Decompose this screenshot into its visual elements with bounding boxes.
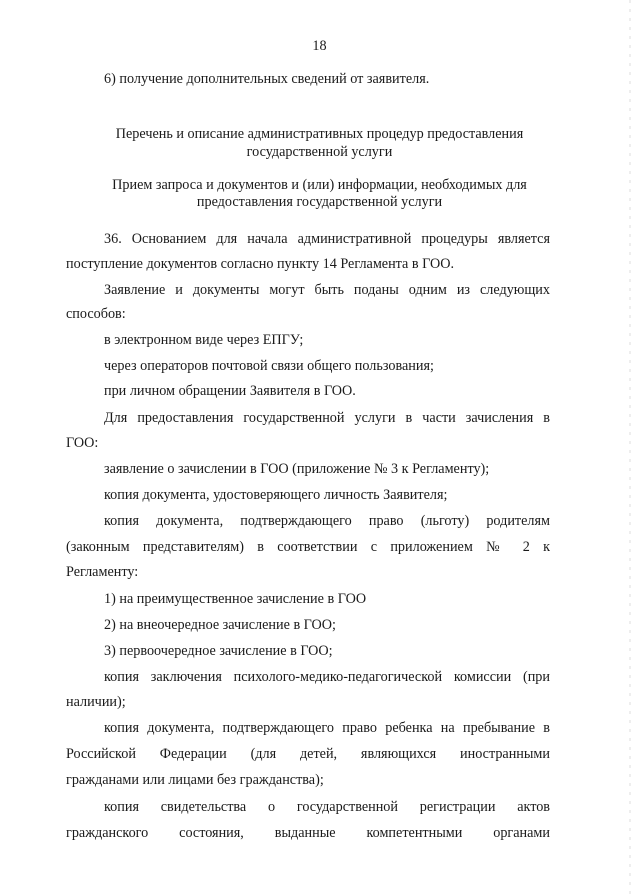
section-heading-line-1: Перечень и описание административных процедур предоставления (115, 126, 524, 142)
method-item: через операторов почтовой связи общего пользования; (104, 358, 434, 374)
doc-identity: копия документа, удостоверяющего личность Заявителя; (104, 487, 448, 503)
doc-right-line-2: (законным представителям) в соответствии с приложением № 2 к (66, 539, 550, 555)
para-36-line-1: 36. Основанием для начала административной процедуры является (104, 231, 550, 247)
enrollment-intro-line-1: Для предоставления государственной услуги в части зачисления в (104, 410, 550, 426)
pmpk-line-2: наличии); (66, 694, 126, 710)
method-item: в электронном виде через ЕПГУ; (104, 332, 304, 348)
residence-line-2: Российской Федерации (для детей, являющихся иностранными (66, 746, 550, 762)
doc-application: заявление о зачислении в ГОО (приложение № 3 к Регламенту); (104, 461, 490, 477)
section-heading-line-2: государственной услуги (246, 144, 393, 160)
page-number: 18 (312, 38, 327, 54)
pmpk-line-1: копия заключения психолого-медико-педагогической комиссии (при (104, 669, 550, 685)
submission-line-1: Заявление и документы могут быть поданы одним из следующих (104, 282, 550, 298)
item-6-text: 6) получение дополнительных сведений от заявителя. (104, 71, 430, 87)
subsection-heading-line-2: предоставления государственной услуги (196, 194, 443, 210)
para-36-line-2: поступление документов согласно пункту 14 Регламента в ГОО. (66, 256, 455, 272)
submission-line-2: способов: (66, 306, 126, 322)
subsection-heading-line-1: Прием запроса и документов и (или) информации, необходимых для (112, 177, 527, 193)
residence-line-1: копия документа, подтверждающего право ребенка на пребывание в (104, 720, 550, 736)
civil-line-2: гражданского состояния, выданные компетентными органами (66, 825, 550, 841)
doc-right-line-3: Регламенту: (66, 564, 139, 580)
civil-line-1: копия свидетельства о государственной регистрации актов (104, 799, 550, 815)
residence-line-3: гражданами или лицами без гражданства); (66, 772, 324, 788)
enrollment-intro-line-2: ГОО: (66, 435, 99, 451)
priority-item: 2) на внеочередное зачисление в ГОО; (104, 617, 336, 633)
priority-item: 3) первоочередное зачисление в ГОО; (104, 643, 333, 659)
method-item: при личном обращении Заявителя в ГОО. (104, 383, 356, 399)
doc-right-line-1: копия документа, подтверждающего право (льготу) родителям (104, 513, 550, 529)
priority-item: 1) на преимущественное зачисление в ГОО (104, 591, 367, 607)
